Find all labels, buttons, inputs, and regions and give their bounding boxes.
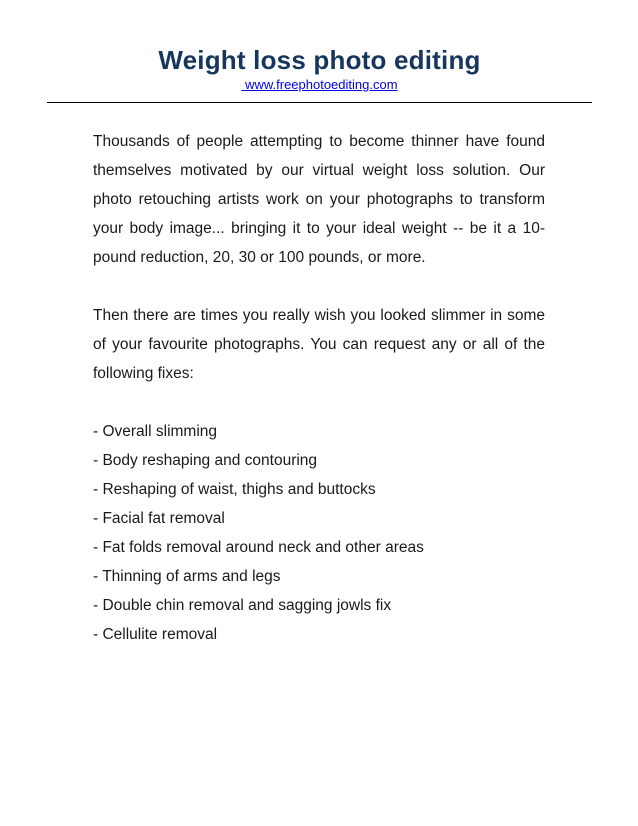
intro-paragraph: Thousands of people attempting to become thinner have found themselves motivated by our virtual weight loss solution. Our photo retouching artists work on your photographs to transform your body image... bringing it to your ideal weight -- be it a 10-pound reduction, 20, 30 or 100 pounds, or more. <box>93 133 545 266</box>
list-item: - Reshaping of waist, thighs and buttocks <box>93 481 376 498</box>
fixes-list <box>93 417 545 649</box>
website-link[interactable]: www.freephotoediting.com <box>241 77 398 92</box>
list-item: - Double chin removal and sagging jowls fix <box>93 597 392 614</box>
list-item: - Body reshaping and contouring <box>93 452 318 469</box>
page-title: Weight loss photo editing <box>158 45 481 75</box>
document-header <box>47 44 592 94</box>
list-item: - Overall slimming <box>93 423 218 440</box>
list-item: - Facial fat removal <box>93 510 225 527</box>
header-divider <box>47 102 592 103</box>
fixes-intro-paragraph: Then there are times you really wish you looked slimmer in some of your favourite photographs. You can request any or all of the following fixes: <box>93 307 545 382</box>
list-item: - Thinning of arms and legs <box>93 568 281 585</box>
list-item: - Cellulite removal <box>93 626 218 643</box>
document-body <box>93 127 545 649</box>
list-item: - Fat folds removal around neck and other areas <box>93 539 424 556</box>
